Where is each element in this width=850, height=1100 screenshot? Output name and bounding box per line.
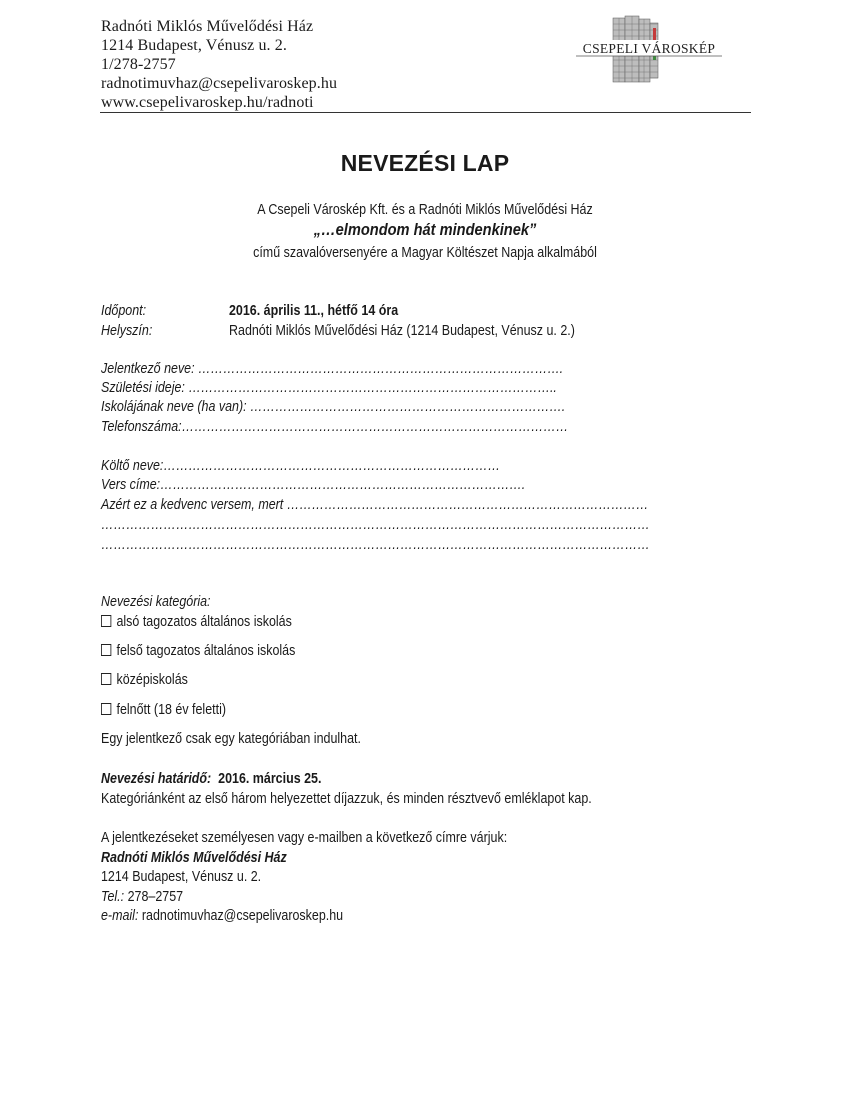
place-label: Helyszín: [101, 323, 153, 339]
contact-email-line [101, 908, 343, 924]
field-school-name[interactable]: Iskolájának neve (ha van): …………………………………………………………………. [101, 399, 566, 415]
page-title: NEVEZÉSI LAP [340, 150, 510, 176]
intro-line-2: „…elmondom hát mindenkinek” [313, 220, 537, 239]
contact-intro: A jelentkezéseket személyesen vagy e-mailben a következő címre várjuk: [101, 830, 508, 846]
category-note: Egy jelentkező csak egy kategóriában indulhat. [101, 731, 361, 747]
contact-org: Radnóti Miklós Művelődési Ház [101, 850, 287, 866]
field-reason-line-3[interactable]: …………………………………………………………………………………………………………………… [101, 537, 650, 553]
contact-tel-value: 278–2757 [127, 889, 184, 905]
contact-tel-label: Tel.: [101, 889, 125, 905]
category-label: Nevezési kategória: [101, 594, 211, 610]
prize-note: Kategóriánként az első három helyezettet díjazzuk, és minden résztvevő emléklapot kap. [101, 791, 592, 807]
category-option-upper-primary[interactable] [101, 643, 295, 659]
category-option-label: felnőtt (18 év feletti) [116, 702, 226, 718]
deadline-value: 2016. március 25. [218, 771, 322, 787]
time-value: 2016. április 11., hétfő 14 óra [229, 303, 399, 319]
field-reason-line-2[interactable]: …………………………………………………………………………………………………………………… [101, 517, 650, 533]
category-option-secondary[interactable] [101, 672, 188, 688]
intro-line-3: című szavalóversenyére a Magyar Költészet Napja alkalmából [253, 245, 597, 261]
contact-email-label: e-mail: [101, 908, 139, 924]
header-phone: 1/278-2757 [101, 56, 176, 73]
header-org: Radnóti Miklós Művelődési Ház [101, 18, 314, 35]
category-option-label: középiskolás [116, 672, 188, 688]
header-email[interactable]: radnotimuvhaz@csepelivaroskep.hu [101, 75, 338, 92]
deadline-label: Nevezési határidő: [101, 771, 212, 787]
intro-line-1: A Csepeli Városkép Kft. és a Radnóti Miklós Művelődési Ház [257, 202, 593, 218]
field-phone[interactable]: Telefonszáma:………………………………………………………………………………… [101, 419, 569, 435]
field-favorite-reason[interactable]: Azért ez a kedvenc versem, mert …………………………………………………………………………… [101, 497, 649, 513]
header-address: 1214 Budapest, Vénusz u. 2. [101, 37, 287, 54]
checkbox-icon[interactable] [101, 644, 111, 656]
category-option-label: felső tagozatos általános iskolás [116, 643, 296, 659]
contact-address: 1214 Budapest, Vénusz u. 2. [101, 869, 262, 885]
contact-tel-line [101, 889, 183, 905]
checkbox-icon[interactable] [101, 673, 111, 685]
checkbox-icon[interactable] [101, 615, 111, 627]
time-label: Időpont: [101, 303, 147, 319]
csepeli-varoskep-logo [576, 14, 722, 86]
field-applicant-name[interactable]: Jelentkező neve: ……………………………………………………………………………. [101, 361, 564, 377]
building-logo-icon [576, 14, 722, 86]
place-value: Radnóti Miklós Művelődési Ház (1214 Budapest, Vénusz u. 2.) [229, 323, 575, 339]
category-option-lower-primary[interactable] [101, 614, 292, 630]
contact-email-value[interactable]: radnotimuvhaz@csepelivaroskep.hu [141, 908, 344, 924]
logo-text: CSEPELI VÁROSKÉP [582, 41, 716, 56]
category-option-label: alsó tagozatos általános iskolás [116, 614, 292, 630]
field-poet-name[interactable]: Költő neve:……………………………………………………………………… [101, 458, 501, 474]
category-option-adult[interactable] [101, 702, 226, 718]
header-web[interactable]: www.csepelivaroskep.hu/radnoti [101, 94, 314, 111]
deadline-line [101, 771, 321, 787]
checkbox-icon[interactable] [101, 703, 111, 715]
field-poem-title[interactable]: Vers címe:……………………………………………………………………………. [101, 477, 526, 493]
header-divider [100, 112, 751, 113]
field-birth-date[interactable]: Születési ideje: …………………………………………………………………………….. [101, 380, 557, 396]
